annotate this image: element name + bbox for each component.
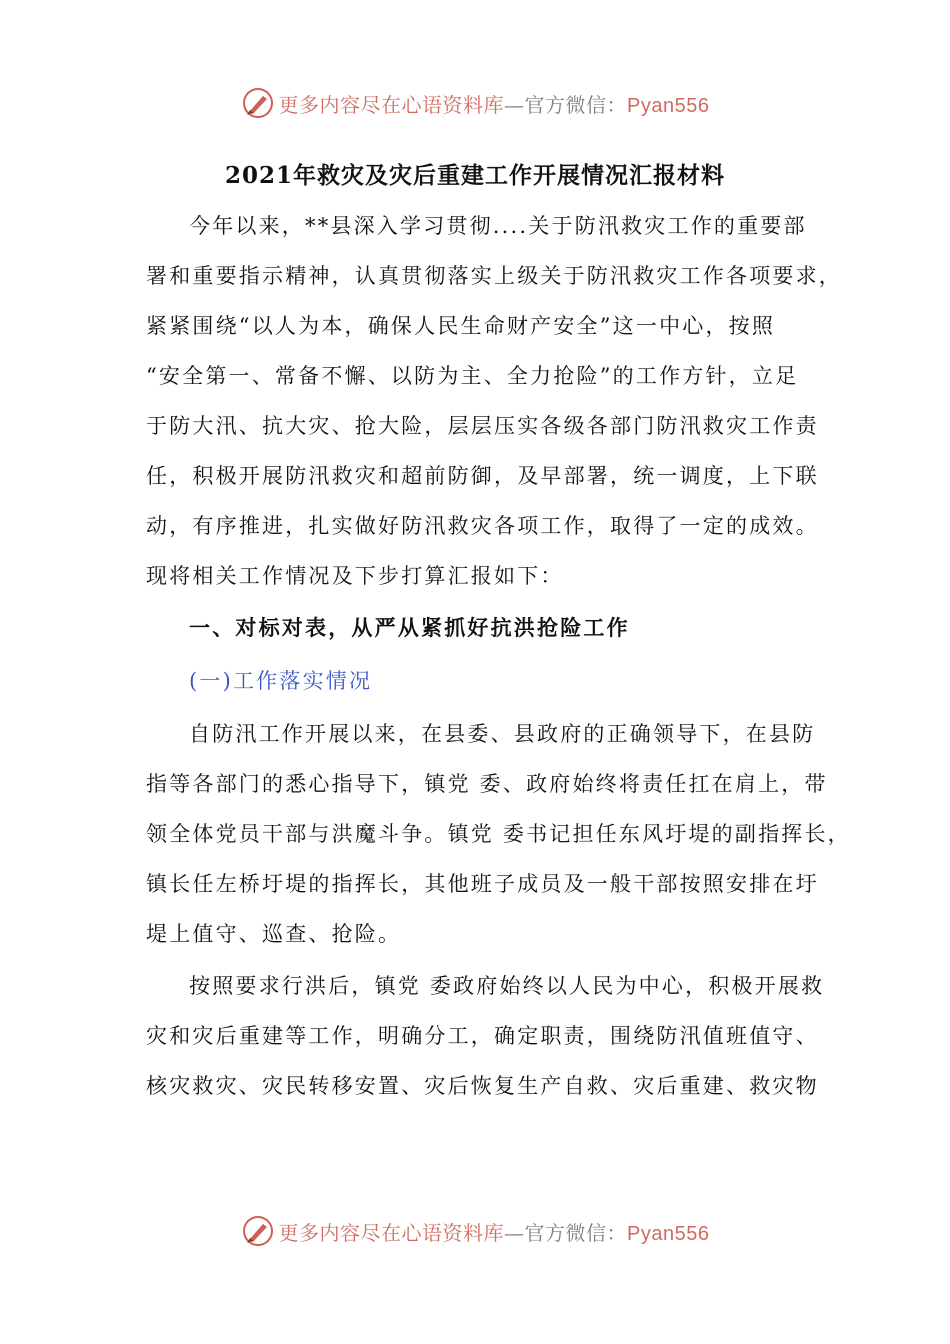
header-watermark [0,83,950,123]
paragraph-line: 于防大汛、抗大灾、抢大险，层层压实各级各部门防汛救灾工作责 [146,414,819,438]
paragraph-line: 动，有序推进，扎实做好防汛救灾各项工作，取得了一定的成效。 [146,514,819,538]
watermark-text: 更多内容尽在心语资料库—官方微信：Pyan556 [278,1220,710,1245]
paragraph-line: 领全体党员干部与洪魔斗争。镇党 委书记担任东风圩堤的副指挥长， [146,822,851,846]
section-heading: 一、对标对表，从严从紧抓好抗洪抢险工作 [189,615,630,640]
paragraph-line: 灾和灾后重建等工作，明确分工，确定职责，围绕防汛值班值守、 [146,1024,819,1048]
paragraph-line: 镇长任左桥圩堤的指挥长，其他班子成员及一般干部按照安排在圩 [146,872,819,896]
paragraph-line: “安全第一、常备不懈、以防为主、全力抢险”的工作方针，立足 [146,364,799,388]
document-title: 2021年救灾及灾后重建工作开展情况汇报材料 [224,162,725,189]
paragraph-line: 按照要求行洪后，镇党 委政府始终以人民为中心，积极开展救 [189,974,825,998]
paragraph-line: 紧紧围绕“以人为本，确保人民生命财产安全”这一中心，按照 [146,314,776,338]
paragraph-line: 核灾救灾、灾民转移安置、灾后恢复生产自救、灾后重建、救灾物 [146,1074,819,1098]
paragraph-line: 署和重要指示精神，认真贯彻落实上级关于防汛救灾工作各项要求， [146,264,842,288]
pen-logo-icon [241,86,275,120]
subsection-heading: (一)工作落实情况 [189,669,373,693]
paragraph-line: 今年以来，**县深入学习贯彻....关于防汛救灾工作的重要部 [189,214,807,238]
paragraph-line: 指等各部门的悉心指导下，镇党 委、政府始终将责任扛在肩上，带 [146,772,828,796]
paragraph-line: 任，积极开展防汛救灾和超前防御，及早部署，统一调度，上下联 [146,464,819,488]
paragraph-line: 自防汛工作开展以来，在县委、县政府的正确领导下，在县防 [189,722,816,746]
footer-watermark [0,1211,950,1251]
paragraph-line: 现将相关工作情况及下步打算汇报如下： [146,564,564,588]
paragraph-line: 堤上值守、巡查、抢险。 [146,922,402,946]
pen-logo-icon [241,1214,275,1248]
watermark-text: 更多内容尽在心语资料库—官方微信：Pyan556 [278,92,710,117]
